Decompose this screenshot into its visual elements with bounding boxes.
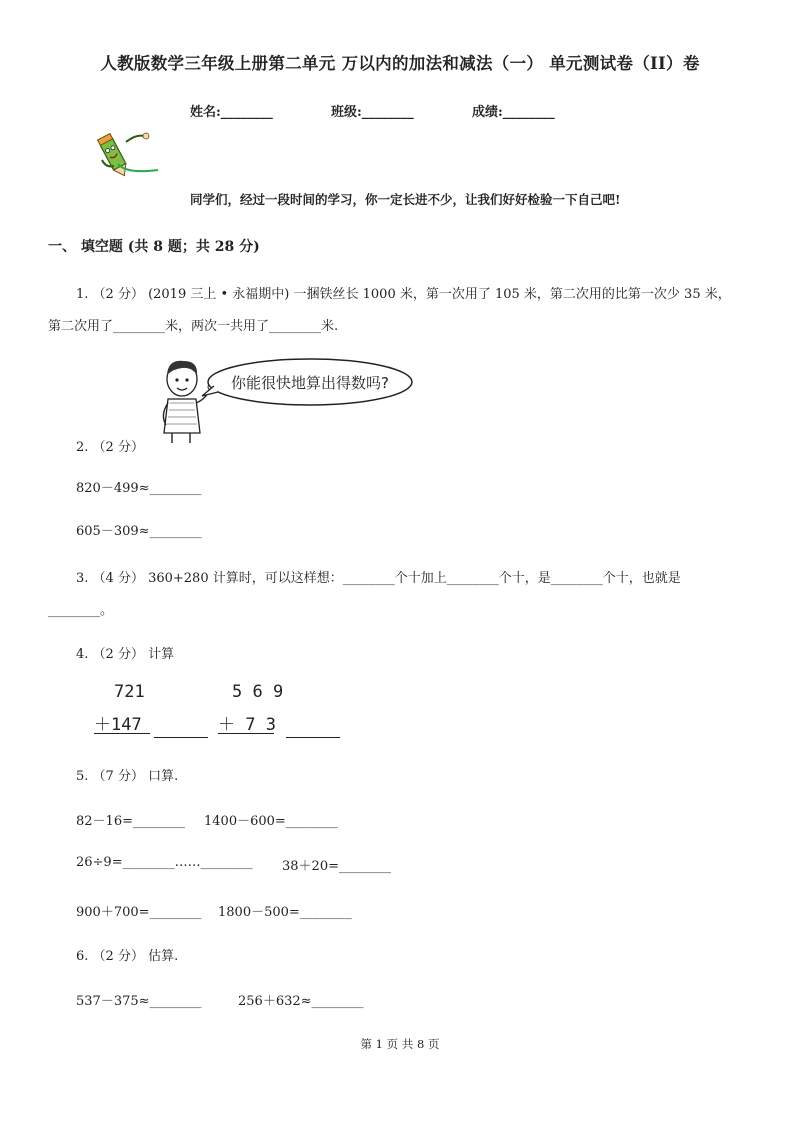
question-1-line2: 第二次用了________米，两次一共用了________米. [48, 319, 339, 334]
calc-a-bottom: ＋147 [94, 715, 142, 735]
question-2-item-1: 820－499≈________ [76, 481, 202, 496]
greeting-text: 同学们，经过一段时间的学习，你一定长进不少，让我们好好检验一下自己吧! [190, 192, 621, 207]
calc-b-top: 5 6 9 [232, 682, 284, 702]
speech-bubble-text: 你能很快地算出得数吗? [231, 374, 389, 392]
score-field: 成绩:________ [472, 105, 555, 120]
question-5-row3-b: 1800－500=________ [218, 905, 352, 920]
question-5-label: 5. （7 分） 口算. [76, 769, 179, 784]
page-footer: 第 1 页 共 8 页 [360, 1037, 440, 1051]
calc-a-rule [94, 733, 150, 734]
question-5-row2-a: 26÷9=________……________ [76, 855, 253, 870]
question-5-row3-a: 900＋700=________ [76, 905, 202, 920]
question-3-line2: ________。 [48, 603, 114, 618]
name-field: 姓名:________ [190, 105, 273, 120]
page-title: 人教版数学三年级上册第二单元 万以内的加法和减法（一） 单元测试卷（II）卷 [100, 54, 700, 73]
question-1-line1: 1. （2 分） (2019 三上 • 永福期中) 一捆铁丝长 1000 米，第一次用了 105 米，第二次用的比第一次少 35 米， [76, 287, 731, 302]
speech-bubble [200, 356, 415, 408]
calc-b-bottom: ＋ 7 3 [218, 715, 276, 735]
question-6-label: 6. （2 分） 估算. [76, 949, 179, 964]
class-field: 班级:________ [331, 105, 414, 120]
question-6-item-2: 256＋632≈________ [238, 994, 364, 1009]
question-5-row2-b: 38＋20=________ [282, 859, 391, 874]
question-4-label: 4. （2 分） 计算 [76, 647, 175, 662]
section-heading: 一、 填空题 (共 8 题；共 28 分) [48, 239, 260, 255]
calc-a-answer-blank [154, 737, 208, 738]
pencil-mascot-icon [92, 124, 164, 178]
calc-b-answer-blank [286, 737, 340, 738]
question-5-row1-a: 82－16=________ [76, 814, 185, 829]
question-3-line1: 3. （4 分） 360+280 计算时，可以这样想：________个十加上________个十，是________个十，也就是 [76, 571, 681, 586]
question-6-item-1: 537－375≈________ [76, 994, 202, 1009]
calc-a-top: 721 [114, 682, 145, 702]
question-2-item-2: 605－309≈________ [76, 524, 202, 539]
question-2-label: 2. （2 分） [76, 440, 144, 455]
question-5-row1-b: 1400－600=________ [204, 814, 338, 829]
calc-b-rule [218, 733, 274, 734]
